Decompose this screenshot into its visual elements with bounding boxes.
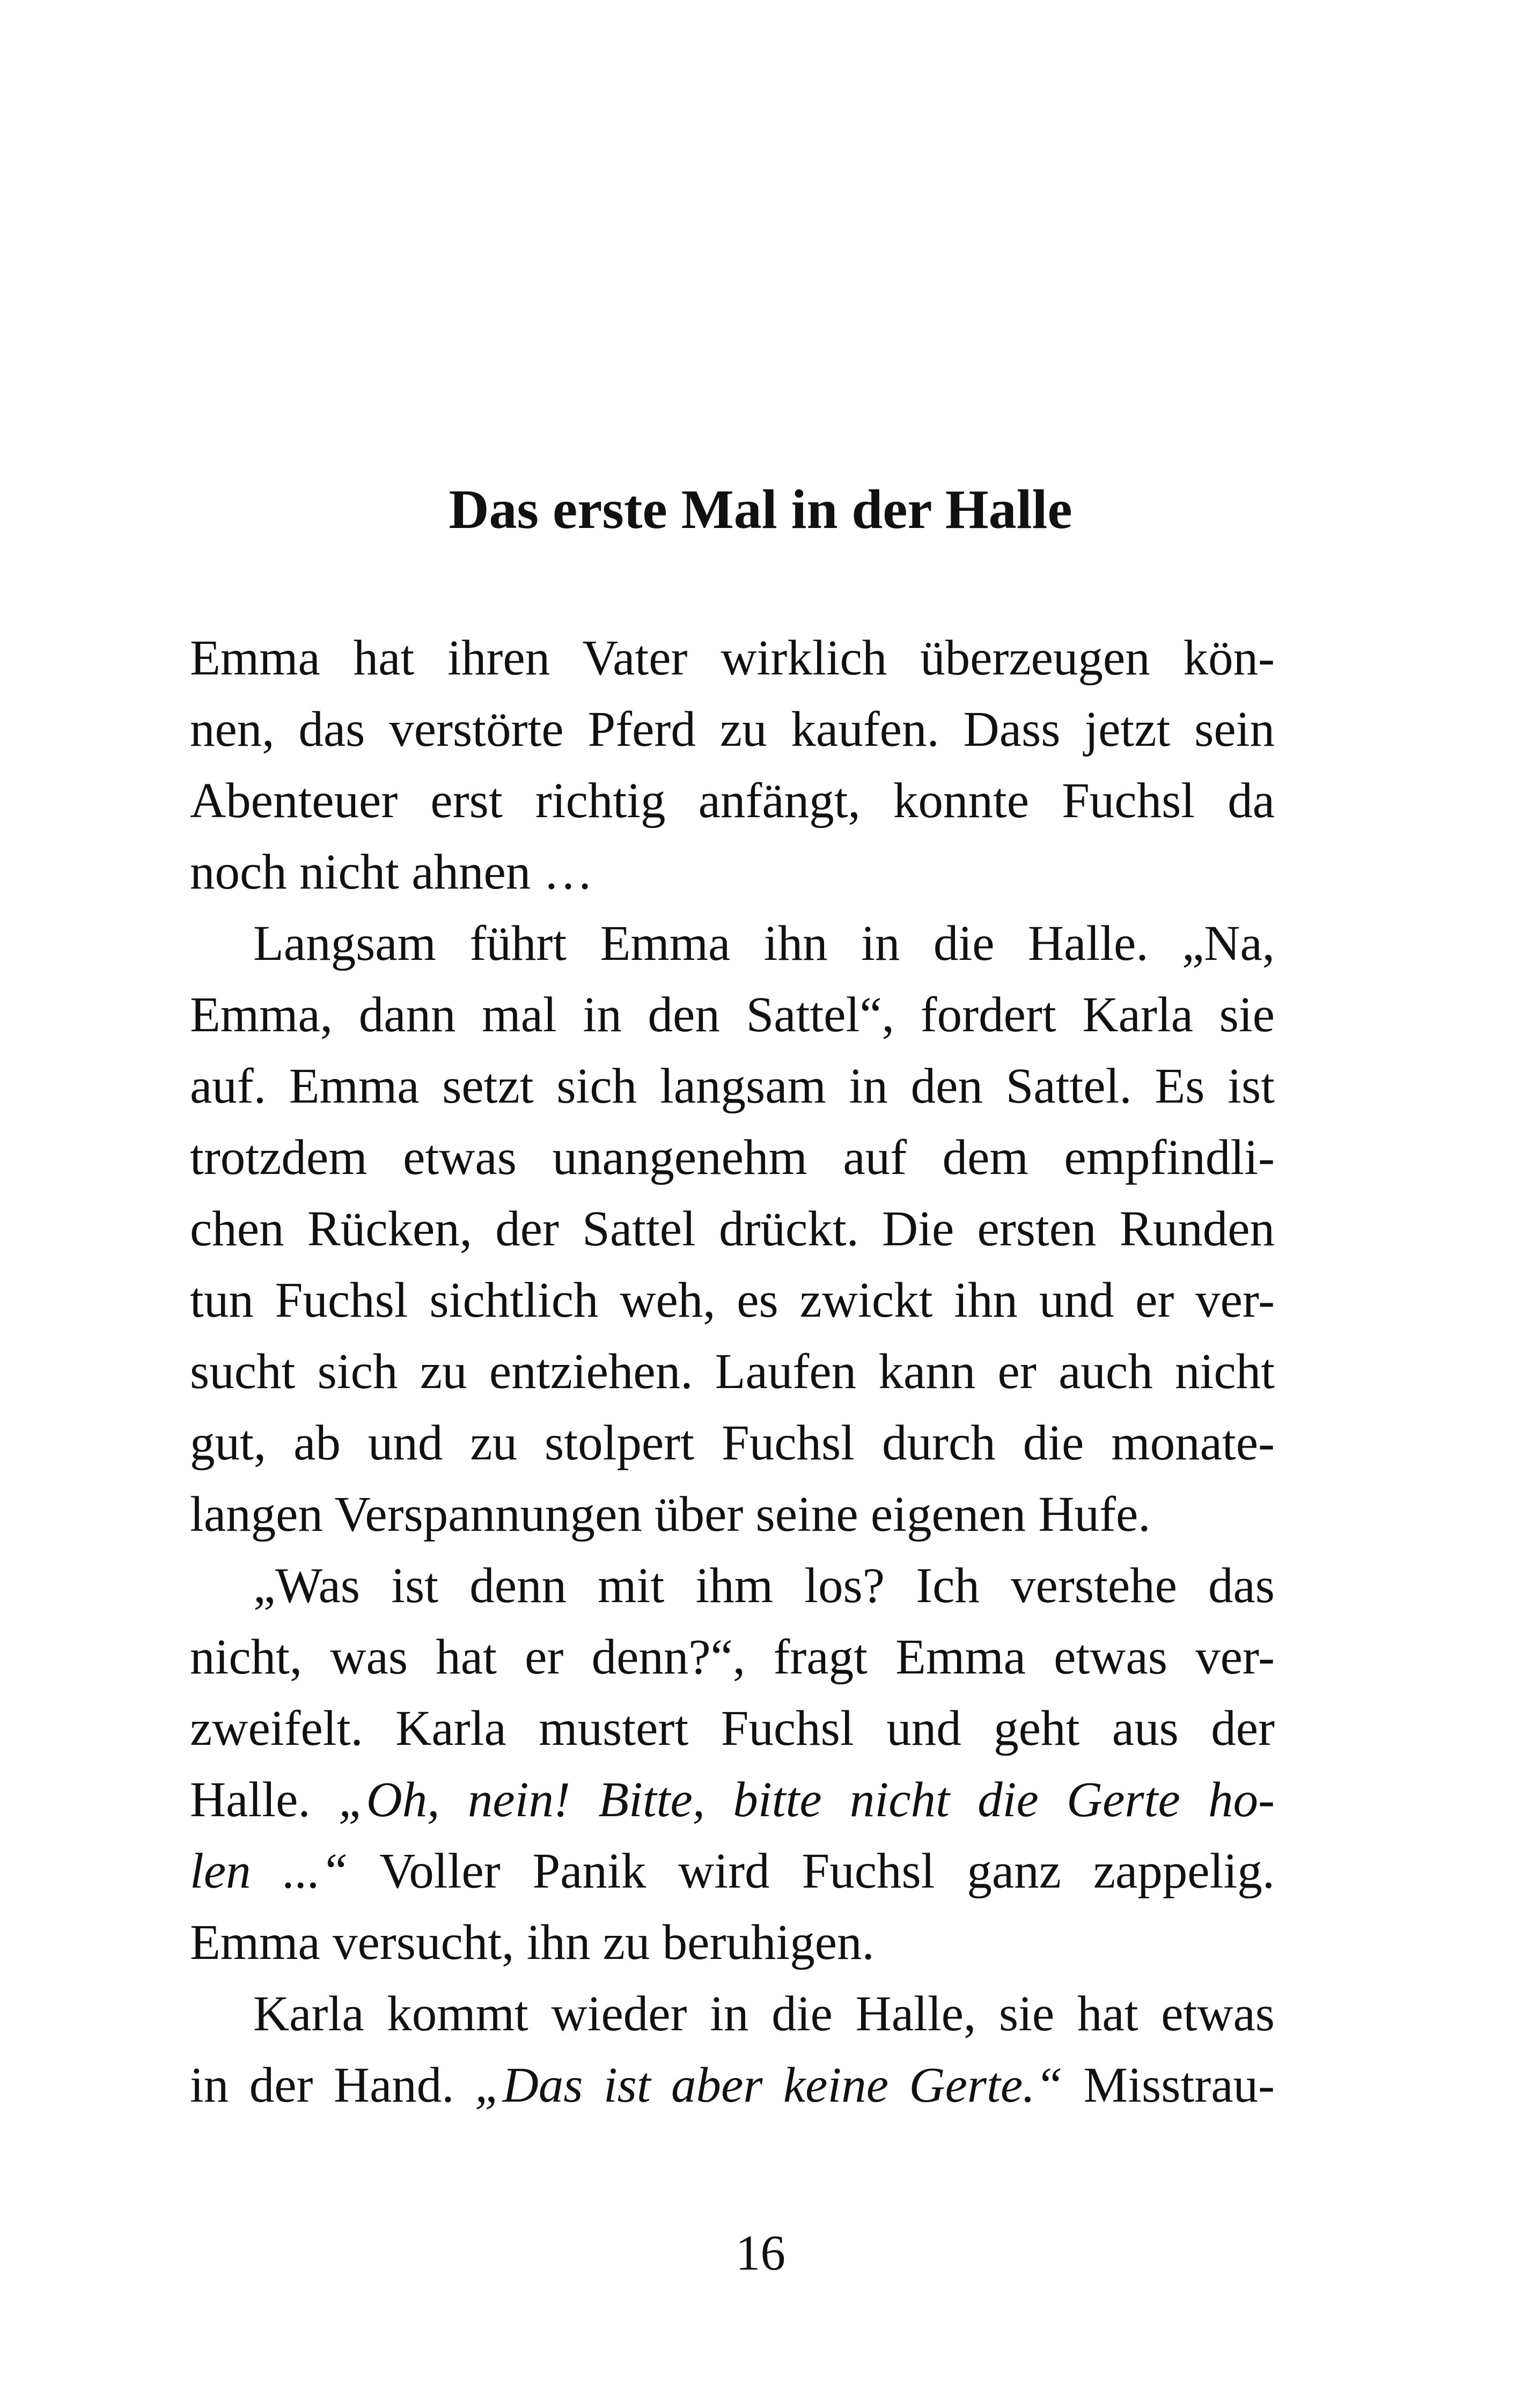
italic-thought: „Oh, nein! Bitte, bitte nicht die Gerte ho- [338,1772,1275,1827]
text-segment: in der Hand. [190,2058,475,2113]
text-line: noch nicht ahnen … [190,845,593,900]
text-segment: Voller Panik wird Fuchsl ganz zappelig. [348,1844,1275,1899]
text-line: Abenteuer erst richtig anfängt, konnte Fuchsl da [190,773,1275,828]
text-line: langen Verspannungen über seine eigenen Hufe. [190,1487,1151,1542]
text-line [190,2050,1275,2121]
text-line: nen, das verstörte Pferd zu kaufen. Dass jetzt sein [190,702,1275,757]
italic-thought: „Das ist aber keine Gerte.“ [474,2058,1063,2113]
text-segment: Misstrau- [1063,2058,1275,2113]
text-line: nicht, was hat er denn?“, fragt Emma etwas ver- [190,1629,1275,1685]
text-line: Karla kommt wieder in die Halle, sie hat etwas [253,1986,1275,2042]
text-line: Langsam führt Emma ihn in die Halle. „Na, [253,916,1275,971]
text-segment: Halle. [190,1772,339,1827]
text-line [190,1764,1275,1836]
text-line: sucht sich zu entziehen. Laufen kann er auch nicht [190,1344,1275,1399]
text-line [190,1836,1275,1907]
text-line: tun Fuchsl sichtlich weh, es zwickt ihn und er ver- [190,1273,1275,1328]
text-line: Emma hat ihren Vater wirklich überzeugen kön- [190,630,1275,686]
text-line: Emma versucht, ihn zu beruhigen. [190,1915,875,1970]
text-line: trotzdem etwas unangenehm auf dem empfindli- [190,1130,1275,1185]
text-line: „Was ist denn mit ihm los? Ich verstehe das [253,1558,1275,1613]
text-line: chen Rücken, der Sattel drückt. Die ersten Runden [190,1201,1275,1257]
text-line: zweifelt. Karla mustert Fuchsl und geht aus der [190,1701,1275,1756]
text-line: auf. Emma setzt sich langsam in den Sattel. Es ist [190,1059,1275,1114]
body-text [190,622,1275,2121]
chapter-title: Das erste Mal in der Halle [449,479,1072,540]
page-number: 16 [736,2226,785,2281]
text-line: gut, ab und zu stolpert Fuchsl durch die monate- [190,1415,1275,1471]
text-line: Emma, dann mal in den Sattel“, fordert Karla sie [190,987,1275,1043]
italic-thought: len ...“ [190,1844,348,1899]
